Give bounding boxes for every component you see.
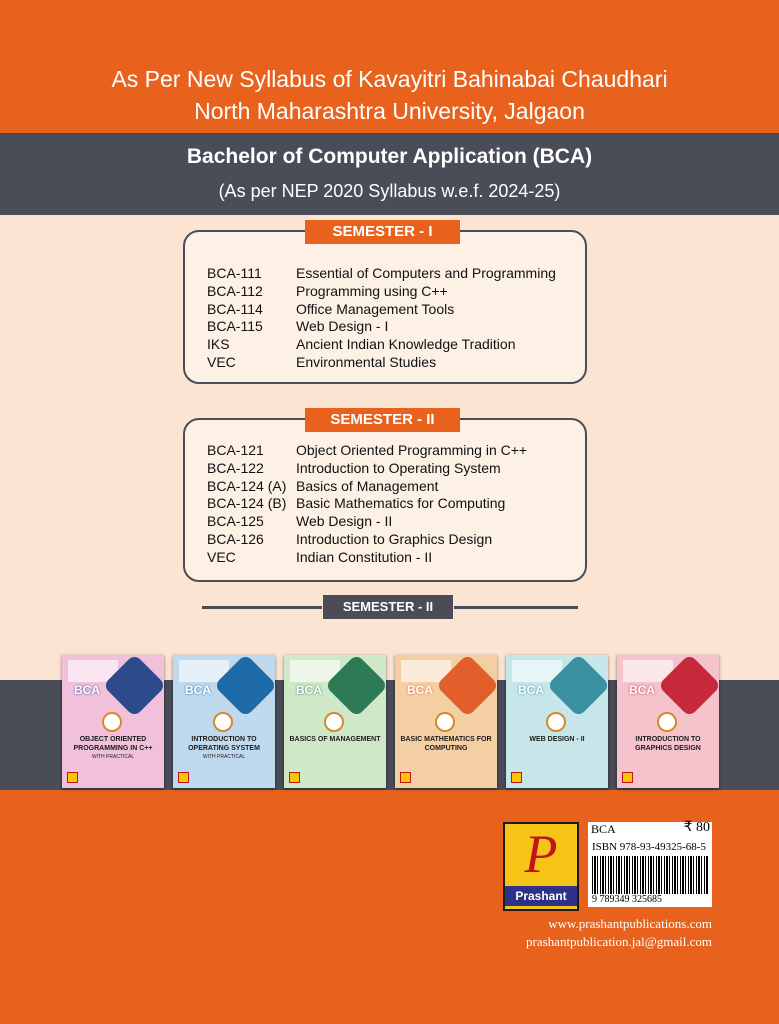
book-title: INTRODUCTION TO GRAPHICS DESIGN <box>635 736 701 752</box>
course-name: Introduction to Operating System <box>296 459 501 476</box>
book-cover[interactable] <box>617 655 719 788</box>
course-row <box>207 513 392 529</box>
publisher-logo <box>503 822 579 911</box>
publisher-mini-logo-icon <box>400 772 411 783</box>
book-title: BASICS OF MANAGEMENT <box>289 736 381 743</box>
barcode-digits: 9 789349 325685 <box>592 894 662 905</box>
course-code: BCA-115 <box>207 318 263 335</box>
book-series: BCA <box>518 683 544 697</box>
price: ₹ 80 <box>683 820 710 835</box>
course-code: VEC <box>207 548 236 565</box>
divider-left <box>202 606 322 609</box>
university-seal-icon <box>213 712 233 732</box>
book-series: BCA <box>629 683 655 697</box>
publisher-p-icon: P <box>524 824 558 884</box>
publisher-mini-logo-icon <box>67 772 78 783</box>
book-title-block <box>508 735 606 744</box>
university-seal-icon <box>657 712 677 732</box>
course-row <box>207 460 501 476</box>
course-name: Object Oriented Programming in C++ <box>296 442 528 458</box>
course-name: Basic Mathematics for Computing <box>296 495 506 512</box>
book-series: BCA <box>185 683 211 697</box>
book-title: OBJECT ORIENTED PROGRAMMING IN C++ <box>73 736 153 752</box>
course-name: Introduction to Graphics Design <box>296 531 493 547</box>
isbn-number: ISBN 978-93-49325-68-5 <box>592 841 706 853</box>
book-subtitle: WITH PRACTICAL <box>91 754 135 760</box>
course-code: BCA-111 <box>207 265 262 281</box>
course-code: VEC <box>207 354 236 370</box>
course-row <box>207 549 432 565</box>
book-cover[interactable] <box>395 655 497 788</box>
course-code: IKS <box>207 336 230 353</box>
book-title-block <box>64 735 162 762</box>
semester-1-box <box>183 223 587 384</box>
university-line-2: North Maharashtra University, Jalgaon <box>194 98 585 124</box>
course-row <box>207 336 515 352</box>
book-title: BASIC MATHEMATICS FOR COMPUTING <box>400 736 492 752</box>
course-name: Programming using C++ <box>296 282 448 299</box>
semester-1-label: SEMESTER - I <box>305 220 460 244</box>
course-code: BCA-122 <box>207 459 264 476</box>
course-name: Ancient Indian Knowledge Tradition <box>296 336 516 353</box>
university-seal-icon <box>435 712 455 732</box>
book-title-block <box>286 735 384 744</box>
course-code: BCA-124 (A) <box>207 477 287 494</box>
university-line-1: As Per New Syllabus of Kavayitri Bahinabai Chaudhari <box>111 66 668 92</box>
divider-right <box>454 606 578 609</box>
email-link[interactable]: prashantpublication.jal@gmail.com <box>526 934 712 949</box>
book-title-block <box>175 735 273 762</box>
publisher-name: Prashant <box>505 886 577 906</box>
course-name: Web Design - I <box>296 318 389 335</box>
course-name: Environmental Studies <box>296 354 437 370</box>
course-code: BCA-121 <box>207 442 264 458</box>
semester-2-label: SEMESTER - II <box>305 408 460 432</box>
publisher-mini-logo-icon <box>511 772 522 783</box>
course-name: Essential of Computers and Programming <box>296 265 556 281</box>
course-name: Web Design - II <box>296 513 393 530</box>
course-name: Office Management Tools <box>296 300 455 317</box>
book-cover[interactable] <box>506 655 608 788</box>
course-row <box>207 478 438 494</box>
publisher-mini-logo-icon <box>178 772 189 783</box>
course-subtitle: (As per NEP 2020 Syllabus w.e.f. 2024-25) <box>218 181 561 201</box>
course-row <box>207 495 505 511</box>
course-row <box>207 354 436 370</box>
course-code: BCA-126 <box>207 531 264 547</box>
course-code: BCA-125 <box>207 513 264 530</box>
course-row <box>207 442 527 458</box>
barcode <box>592 856 708 894</box>
course-code: BCA-124 (B) <box>207 495 287 512</box>
book-series: BCA <box>296 683 322 697</box>
book-title: INTRODUCTION TO OPERATING SYSTEM <box>188 736 260 752</box>
course-name: Indian Constitution - II <box>296 548 433 565</box>
university-seal-icon <box>546 712 566 732</box>
university-seal-icon <box>102 712 122 732</box>
course-code: BCA-114 <box>207 300 263 317</box>
isbn-box <box>588 822 712 907</box>
course-title: Bachelor of Computer Application (BCA) <box>186 145 593 168</box>
book-cover[interactable] <box>173 655 275 788</box>
book-title-block <box>619 735 717 753</box>
course-row <box>207 531 492 547</box>
semester-2-box <box>183 411 587 582</box>
book-cover[interactable] <box>62 655 164 788</box>
book-title: WEB DESIGN - II <box>529 736 585 743</box>
website-link[interactable]: www.prashantpublications.com <box>548 916 712 931</box>
publisher-mini-logo-icon <box>622 772 633 783</box>
book-title-block <box>397 735 495 753</box>
book-series: BCA <box>74 683 100 697</box>
course-row <box>207 318 388 334</box>
university-seal-icon <box>324 712 344 732</box>
course-row <box>207 301 454 317</box>
book-cover[interactable] <box>284 655 386 788</box>
book-subtitle: WITH PRACTICAL <box>202 754 246 760</box>
course-code: BCA-112 <box>207 282 263 299</box>
course-row <box>207 265 556 281</box>
book-series: BCA <box>407 683 433 697</box>
course-row <box>207 283 448 299</box>
books-section-label: SEMESTER - II <box>323 595 453 619</box>
course-name: Basics of Management <box>296 477 439 494</box>
isbn-series: BCA <box>591 822 616 836</box>
publisher-mini-logo-icon <box>289 772 300 783</box>
